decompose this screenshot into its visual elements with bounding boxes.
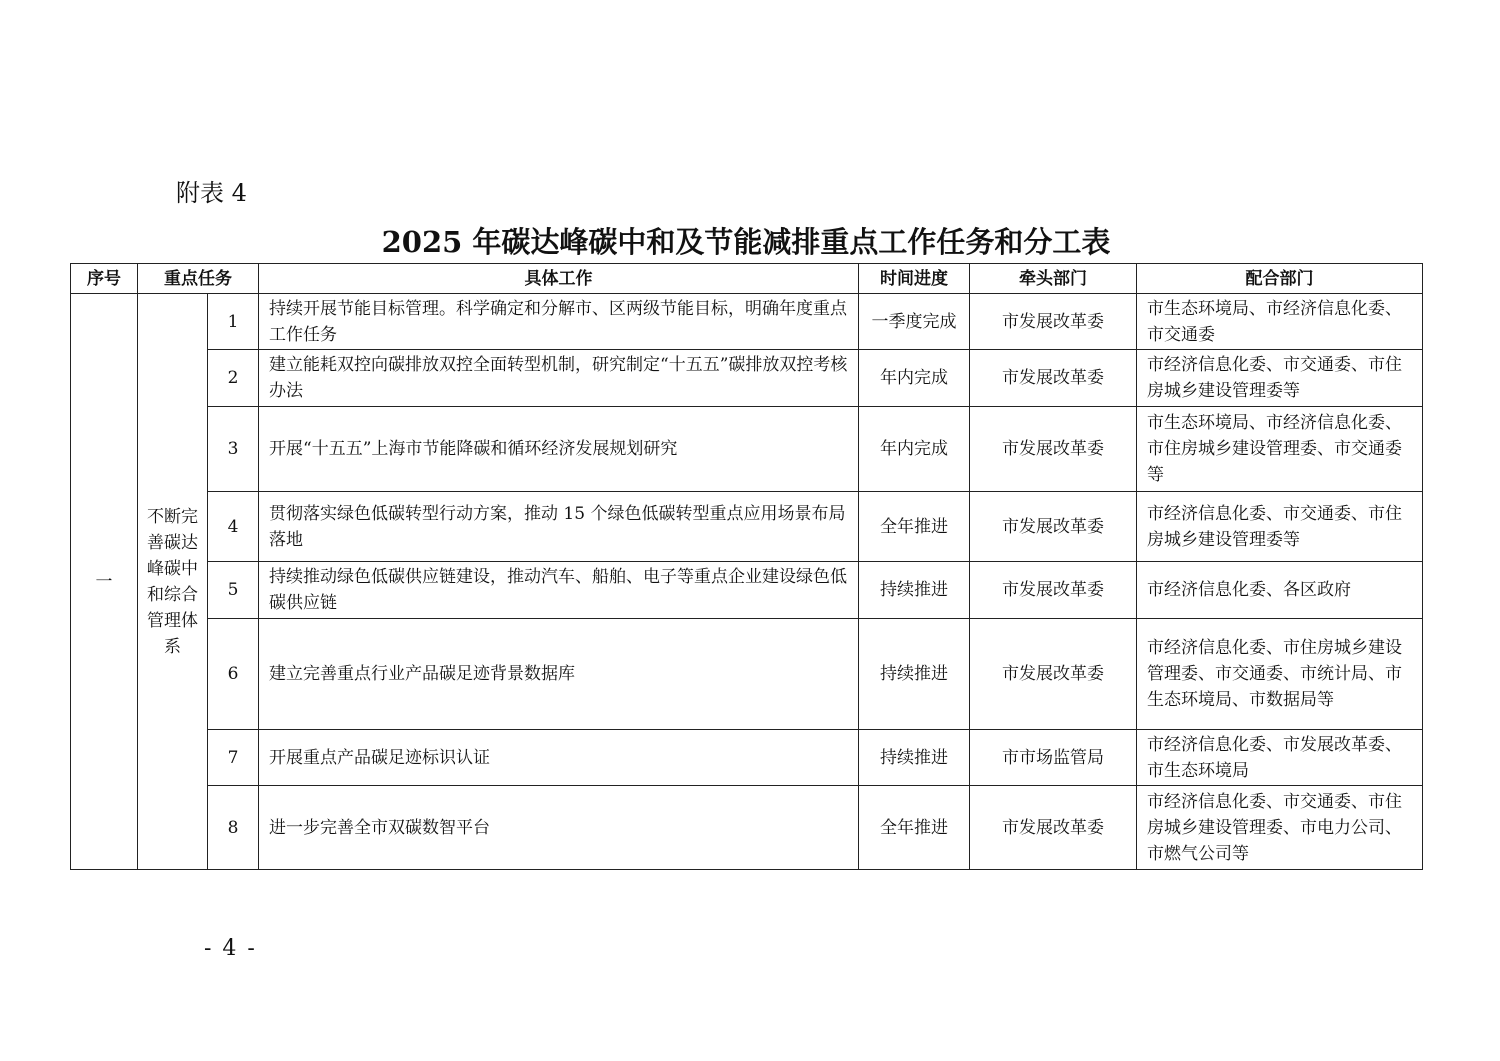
lead-dept-cell: 市发展改革委: [970, 786, 1137, 870]
row-number: 2: [208, 350, 259, 407]
schedule-cell: 一季度完成: [859, 294, 970, 350]
row-number: 6: [208, 619, 259, 730]
schedule-cell: 全年推进: [859, 492, 970, 562]
coop-dept-cell: 市经济信息化委、市交通委、市住房城乡建设管理委等: [1137, 492, 1423, 562]
row-number: 1: [208, 294, 259, 350]
schedule-cell: 持续推进: [859, 619, 970, 730]
schedule-cell: 持续推进: [859, 562, 970, 619]
coop-dept-cell: 市经济信息化委、市交通委、市住房城乡建设管理委、市电力公司、市燃气公司等: [1137, 786, 1423, 870]
lead-dept-cell: 市市场监管局: [970, 730, 1137, 786]
header-lead: 牵头部门: [970, 264, 1137, 294]
header-seq: 序号: [71, 264, 138, 294]
lead-dept-cell: 市发展改革委: [970, 619, 1137, 730]
schedule-cell: 全年推进: [859, 786, 970, 870]
schedule-cell: 年内完成: [859, 407, 970, 492]
table-row: [71, 730, 1423, 786]
table-header-row: [71, 264, 1423, 294]
work-cell: 持续推动绿色低碳供应链建设，推动汽车、船舶、电子等重点企业建设绿色低碳供应链: [259, 562, 859, 619]
table-row: [71, 294, 1423, 350]
coop-dept-cell: 市经济信息化委、市交通委、市住房城乡建设管理委等: [1137, 350, 1423, 407]
group-key-task-cell: 不断完善碳达峰碳中和综合管理体系: [138, 294, 208, 870]
work-cell: 持续开展节能目标管理。科学确定和分解市、区两级节能目标，明确年度重点工作任务: [259, 294, 859, 350]
coop-dept-cell: 市经济信息化委、市住房城乡建设管理委、市交通委、市统计局、市生态环境局、市数据局等: [1137, 619, 1423, 730]
table-row: [71, 562, 1423, 619]
task-table: [70, 263, 1423, 870]
row-number: 8: [208, 786, 259, 870]
work-cell: 贯彻落实绿色低碳转型行动方案，推动 15 个绿色低碳转型重点应用场景布局落地: [259, 492, 859, 562]
coop-dept-cell: 市生态环境局、市经济信息化委、市住房城乡建设管理委、市交通委等: [1137, 407, 1423, 492]
coop-dept-cell: 市经济信息化委、市发展改革委、市生态环境局: [1137, 730, 1423, 786]
header-schedule: 时间进度: [859, 264, 970, 294]
header-work: 具体工作: [259, 264, 859, 294]
lead-dept-cell: 市发展改革委: [970, 562, 1137, 619]
row-number: 4: [208, 492, 259, 562]
document-title: 2025 年碳达峰碳中和及节能减排重点工作任务和分工表: [381, 225, 1111, 259]
coop-dept-cell: 市生态环境局、市经济信息化委、市交通委: [1137, 294, 1423, 350]
appendix-label: 附表 4: [176, 179, 247, 207]
lead-dept-cell: 市发展改革委: [970, 350, 1137, 407]
table-row: [71, 619, 1423, 730]
header-coop: 配合部门: [1137, 264, 1423, 294]
row-number: 7: [208, 730, 259, 786]
work-cell: 建立完善重点行业产品碳足迹背景数据库: [259, 619, 859, 730]
row-number: 5: [208, 562, 259, 619]
lead-dept-cell: 市发展改革委: [970, 294, 1137, 350]
row-number: 3: [208, 407, 259, 492]
schedule-cell: 持续推进: [859, 730, 970, 786]
coop-dept-cell: 市经济信息化委、各区政府: [1137, 562, 1423, 619]
schedule-cell: 年内完成: [859, 350, 970, 407]
work-cell: 开展“十五五”上海市节能降碳和循环经济发展规划研究: [259, 407, 859, 492]
table-row: [71, 407, 1423, 492]
lead-dept-cell: 市发展改革委: [970, 492, 1137, 562]
group-seq-cell: 一: [71, 294, 138, 870]
work-cell: 进一步完善全市双碳数智平台: [259, 786, 859, 870]
work-cell: 开展重点产品碳足迹标识认证: [259, 730, 859, 786]
page-number: - 4 -: [204, 936, 257, 961]
header-key-task: 重点任务: [138, 264, 259, 294]
lead-dept-cell: 市发展改革委: [970, 407, 1137, 492]
table-row: [71, 786, 1423, 870]
table-row: [71, 350, 1423, 407]
work-cell: 建立能耗双控向碳排放双控全面转型机制，研究制定“十五五”碳排放双控考核办法: [259, 350, 859, 407]
table-row: [71, 492, 1423, 562]
